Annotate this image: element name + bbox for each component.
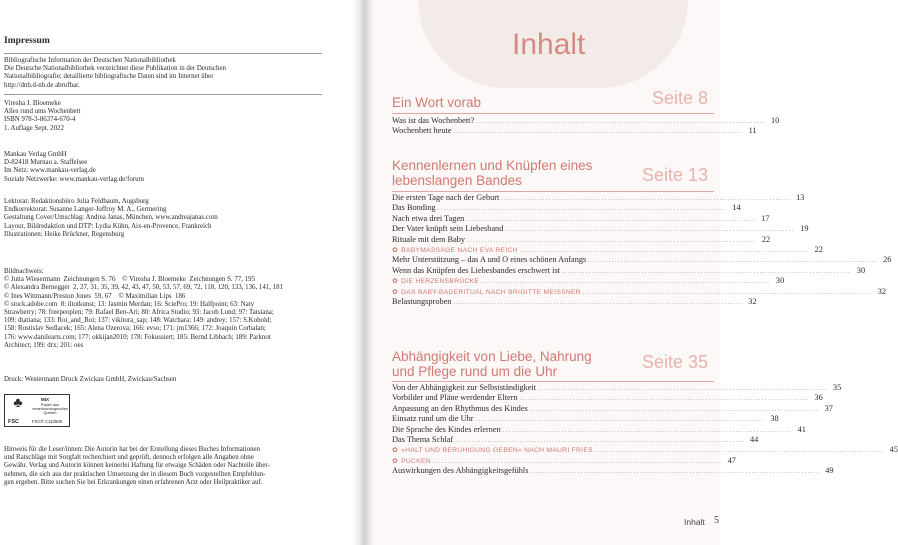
book-fold	[352, 0, 374, 545]
toc-entry-page: 17	[761, 213, 770, 223]
hint-line: Gewähr. Verlag und Autorin können keinerlei Haftung für etwaige Schäden oder Nachteile über-	[4, 462, 270, 470]
toc-list	[392, 116, 780, 137]
pictures-line: © Jutta Wiesermann Zeichnungen S. 76 © Viresha J. Bloemeke Zeichnungen S. 77, 195	[4, 276, 256, 284]
toc-entry-title: Mehr Unterstützung – das A und O eines schönen Anfangs	[392, 255, 587, 265]
toc-entry[interactable]	[392, 126, 757, 136]
leader-dots: ..................................................................................................	[505, 225, 795, 234]
credits-line: Layout, Bildredaktion und DTP: Lydia Kühn, Aix-en-Provence, Frankreich	[4, 222, 212, 230]
section-rule	[392, 191, 714, 192]
toc-entry-title: Einsatz rund um die Uhr	[392, 414, 474, 424]
flower-icon: ✿	[392, 288, 399, 296]
toc-entry-page: 37	[824, 403, 833, 413]
biblio-line: Nationalbibliografie; detaillierte bibliografische Daten sind im Internet über	[4, 73, 214, 81]
leader-dots: ..................................................................................................	[475, 415, 765, 424]
pictures-line: Bildnachweis:	[4, 268, 44, 275]
toc-entry-title: Das Bonding	[392, 203, 436, 213]
toc-entry-page: 32	[877, 286, 886, 296]
toc-entry[interactable]	[392, 213, 770, 224]
toc-entry-page: 47	[727, 455, 736, 465]
flower-icon: ✿	[392, 246, 399, 254]
toc-entry-page: 44	[749, 434, 759, 444]
book-line: 1. Auflage Sept. 2022	[4, 124, 64, 132]
fsc-mix: MIX	[41, 397, 50, 402]
toc-entry-page: 30	[856, 265, 866, 275]
toc-entry-page: 22	[761, 234, 771, 244]
toc-entry-page: 49	[825, 466, 834, 476]
toc-entry-title: Auswirkungen des Abhängigkeitsgefühls	[392, 466, 529, 476]
section-heading-line: Kennenlernen und Knüpfen eines	[392, 158, 593, 173]
book-block	[4, 100, 330, 133]
pictures-line: 176: www.danilearts.com; 177: okkijan2010; 178: Fokussiert; 185: Bernd Libbach; 189: Parknot	[4, 333, 271, 341]
credits-line: Lektorat: Redaktionsbüro Julia Feldbaum, Augsburg	[4, 198, 149, 205]
book-line: Viresha J. Bloemeke	[4, 100, 61, 107]
toc-entry-page: 32	[748, 296, 757, 306]
pictures-line: 109: dtatiana; 133: Roi_and_Roi; 137: vikitora_sap; 148: Watchara; 149: andrey; 157: S.Kobold;	[4, 317, 272, 325]
toc-entry-title: Der Vater knüpft sein Liebesband	[392, 224, 504, 234]
section-heading	[392, 350, 714, 379]
credits-block	[4, 198, 330, 239]
leader-dots: ..................................................................................................	[582, 287, 872, 296]
hint-line: gen ergeben. Bitte suchen Sie bei Erkrankungen einen erfahrenen Arzt oder Heilpraktiker auf.	[4, 478, 263, 486]
section-heading-line: Ein Wort vorab	[392, 95, 482, 110]
leader-dots: ..................................................................................................	[437, 204, 727, 213]
toc-entry-title: Das Thema Schlaf	[392, 434, 454, 444]
leader-dots: ..................................................................................................	[476, 117, 766, 125]
toc-entry-title: Was ist das Wochenbett?	[392, 116, 475, 125]
publisher-block	[4, 151, 330, 184]
left-page	[0, 0, 360, 545]
toc-entry[interactable]	[392, 193, 805, 203]
toc-entry-title: Wenn das Knüpfen des Liebesbandes erschwert ist	[392, 265, 560, 275]
toc-entry[interactable]	[392, 393, 823, 403]
toc-entry-title: Belastungsproben	[392, 296, 452, 306]
leader-dots: ..................................................................................................	[467, 235, 757, 244]
footer-label: Inhalt	[684, 517, 705, 527]
pictures-line: © Alexandra Bernegger 2, 27, 31, 35, 39, 42, 43, 47, 50, 53, 57, 69, 72, 118, 120, 133, 136, 141, 181	[4, 284, 284, 292]
leader-dots: ..................................................................................................	[588, 256, 878, 265]
hint-line: und Ratschläge mit Sorgfalt recherchiert und geprüft, dennoch erfolgen alle Angaben ohne	[4, 454, 254, 462]
leader-dots: ..................................................................................................	[530, 467, 820, 476]
pictures-line: 158: Rostislav Sedlacek; 165: Alena Ozerova; 166: evso; 171: jm1366; 172: Joaquin Corbalan;	[4, 325, 266, 333]
section-page: Seite 13	[641, 165, 708, 185]
leader-dots: ..................................................................................................	[561, 266, 852, 275]
toc-entry-title: Die ersten Tage nach der Geburt	[392, 193, 500, 202]
leader-dots: ..................................................................................................	[529, 404, 819, 413]
print-line: Druck: Westermann Druck Zwickau GmbH, Zwickau/Sachsen	[4, 376, 177, 383]
leader-dots: ..................................................................................................	[501, 194, 791, 202]
flower-icon: ✿	[392, 278, 399, 286]
fsc-sub: Papier aus verantwortungsvollen Quellen	[32, 403, 68, 416]
fsc-logo	[4, 394, 70, 427]
fsc-code: FSC® C110508	[32, 419, 63, 424]
toc-entry-page: 19	[800, 224, 809, 234]
toc-entry[interactable]	[392, 414, 779, 424]
toc-entry-page: 26	[883, 255, 892, 265]
hint-line: nehmen, die sich aus der praktischen Umsetzung der in diesem Buch vorgestellten Empfehlun-	[4, 470, 266, 478]
title-divider	[4, 53, 322, 54]
toc-entry-page: 14	[732, 203, 741, 213]
section-heading	[392, 88, 714, 111]
biblio-divider	[4, 94, 322, 95]
publisher-line: Im Netz: www.mankau-verlag.de	[4, 167, 96, 175]
toc-entry-page: 38	[770, 414, 779, 424]
pictures-line: Strawberry; 78: freepeoplen; 79: Rafael Ben-Ari; 80: Africa Studio; 93: Jacob Lund; 97: Tatsiana;	[4, 309, 274, 317]
section-heading	[392, 159, 714, 188]
toc-entry-practice[interactable]	[392, 276, 785, 286]
section-page: Seite 35	[641, 352, 708, 372]
pictures-line: © Ines Wittmann/Preston Jones 59, 67 © Maximilian Lips 186	[4, 292, 186, 300]
fsc-label: FSC	[8, 419, 19, 425]
toc-entry-title: Vorbilder und Pläne werdender Eltern	[392, 393, 518, 403]
toc-entry-title: Wochenbett heute	[392, 126, 452, 136]
toc-entry[interactable]	[392, 424, 806, 435]
leader-dots: ..................................................................................................	[481, 277, 771, 286]
toc-entry-page: 11	[748, 126, 757, 136]
toc-entry-title: Nach etwa drei Tagen	[392, 213, 465, 223]
toc-entry[interactable]	[392, 265, 866, 276]
toc-entry-title: DIE HERZENSBRÜCKE	[401, 278, 480, 286]
toc-entry-page: 35	[832, 383, 842, 392]
toc-entry[interactable]	[392, 466, 834, 476]
toc-entry[interactable]	[392, 255, 892, 265]
pictures-line: Architect; 199: drx; 201: oes	[4, 341, 84, 349]
impressum-title: Impressum	[4, 36, 50, 46]
section-heading-line: Abhängigkeit von Liebe, Nahrung	[392, 349, 592, 364]
leader-dots: ..................................................................................................	[519, 394, 809, 403]
toc-entry-title: Die Sprache des Kindes erlernen	[392, 424, 501, 434]
toc-entry[interactable]	[392, 203, 741, 213]
credits-line: Gestaltung Cover/Umschlag: Andrea Janas, München, www.andreajanas.com	[4, 214, 218, 222]
biblio-line: Die Deutsche Nationalbibliothek verzeichnet diese Publikation in der Deutschen	[4, 65, 226, 73]
toc-entry-title: Anpassung an den Rhythmus des Kindes	[392, 403, 528, 413]
toc-entry-page: 22	[814, 244, 823, 254]
toc-entry[interactable]	[392, 224, 809, 234]
pictures-line: © stock.adobe.com 8: iltotkunst; 13: Jasmin Merdan; 16: SciePro; 19: Halfpoint; 63: Naty	[4, 300, 255, 308]
toc-entry-title: BABYMASSAGE NACH EVA REICH	[401, 246, 518, 254]
leader-dots: ..................................................................................................	[538, 384, 828, 392]
toc-list	[392, 383, 898, 477]
leader-dots: ..................................................................................................	[455, 435, 745, 444]
toc-entry-practice[interactable]	[392, 244, 823, 255]
toc-entry-title: DAS BABY-BADERITUAL NACH BRIGITTE MEISSNER	[401, 288, 581, 296]
publisher-line: Mankau Verlag GmbH	[4, 151, 67, 158]
tree-icon: ♣	[13, 396, 23, 411]
section-page: Seite 8	[651, 88, 708, 108]
toc-entry[interactable]	[392, 296, 757, 307]
toc-entry-page: 10	[770, 116, 780, 125]
toc-entry-page: 41	[797, 424, 806, 434]
leader-dots: ..................................................................................................	[594, 446, 884, 455]
hint-block	[4, 446, 330, 487]
toc-entry-title: Rituale mit dem Baby	[392, 234, 466, 244]
toc-entry-title: Von der Abhängigkeit zur Selbstständigkeit	[392, 383, 537, 392]
section-rule	[392, 381, 714, 382]
toc-entry-practice[interactable]	[392, 445, 898, 455]
leader-dots: ..................................................................................................	[432, 456, 722, 465]
section-heading-line: und Pflege rund um die Uhr	[392, 363, 558, 379]
toc-entry-page: 30	[775, 276, 785, 286]
toc-entry-page: 36	[814, 393, 823, 403]
toc-entry-page: 45	[889, 445, 898, 455]
leader-dots: ..................................................................................................	[453, 127, 743, 136]
biblio-line: http://dnb.d-nb.de abrufbar.	[4, 81, 80, 89]
toc-entry-title: PUCKEN	[401, 457, 431, 465]
publisher-line: D-82418 Murnau a. Staffelsee	[4, 159, 88, 167]
toc-entry[interactable]	[392, 234, 771, 245]
leader-dots: ..................................................................................................	[453, 297, 743, 306]
toc-entry[interactable]	[392, 403, 833, 414]
leader-dots: ..................................................................................................	[502, 425, 792, 434]
toc-entry-practice[interactable]	[392, 455, 736, 466]
biblio-line: Bibliografische Information der Deutschen Nationalbibliothek	[4, 57, 176, 64]
publisher-line: Soziale Netzwerke: www.mankau-verlag.de/forum	[4, 175, 144, 183]
credits-line: Illustrationen: Heike Brückner, Regensburg	[4, 230, 125, 238]
biblio-block	[4, 57, 330, 90]
book-line: Alles rund ums Wochenbett	[4, 108, 81, 116]
leader-dots: ..................................................................................................	[519, 245, 809, 254]
section-heading-line: lebenslangen Bandes	[392, 172, 522, 188]
toc-entry-practice[interactable]	[392, 286, 886, 297]
flower-icon: ✿	[392, 447, 399, 455]
credits-line: Endkorrektorat: Susanne Langer-Joffroy M. A., Germering	[4, 206, 167, 214]
section-rule	[392, 113, 714, 114]
flower-icon: ✿	[392, 457, 399, 465]
page-number: 5	[714, 515, 719, 526]
pictures-block	[4, 268, 330, 350]
leader-dots: ..................................................................................................	[466, 214, 756, 223]
toc-entry-title: »HALT UND BERUHIGUNG GEBEN« NACH MAURI FRIES	[401, 447, 593, 455]
toc-list	[392, 193, 892, 307]
toc-entry[interactable]	[392, 434, 759, 445]
toc-entry[interactable]	[392, 383, 842, 393]
toc-entry[interactable]	[392, 116, 780, 126]
toc-title: Inhalt	[512, 28, 586, 61]
hint-line: Hinweis für die Leser/innen: Die Autorin hat bei der Erstellung dieses Buches Informationen	[4, 446, 261, 453]
book-line: ISBN 978-3-86374-670-4	[4, 116, 76, 124]
toc-entry-page: 13	[796, 193, 805, 202]
